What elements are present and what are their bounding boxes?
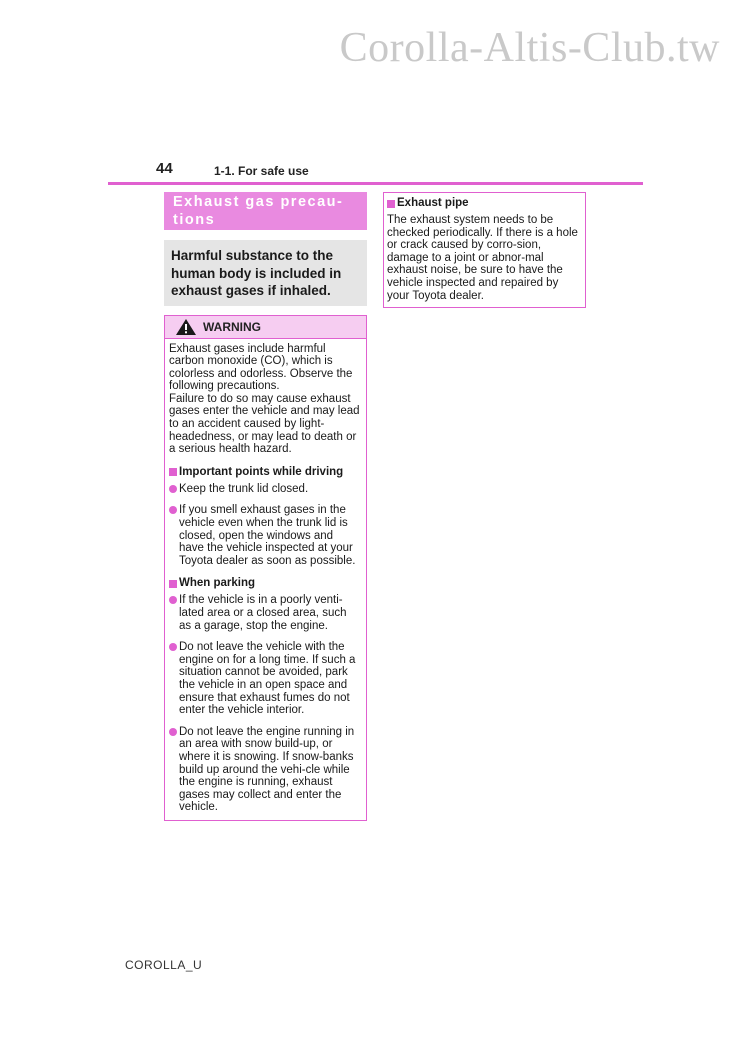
right-column xyxy=(383,192,586,308)
summary-text: Harmful substance to the human body is included in exhaust gases if inhaled. xyxy=(171,248,342,298)
left-column xyxy=(164,192,367,821)
footer-model-code: COROLLA_U xyxy=(125,958,203,972)
subheading-driving xyxy=(169,466,360,479)
round-bullet-icon xyxy=(169,643,177,651)
subheading-driving-text: Important points while driving xyxy=(179,465,344,478)
subheading-exhaust-pipe xyxy=(387,197,581,210)
section-reference: 1-1. For safe use xyxy=(214,164,309,178)
list-item xyxy=(169,594,360,632)
list-item-text: Do not leave the vehicle with the engine on for a long time. If such a situation cannot be avoided, park the vehicle in an open space and ensure that exhaust fumes do not enter the vehicle interior. xyxy=(179,641,356,717)
list-item xyxy=(169,641,360,717)
summary-box xyxy=(164,240,367,306)
square-bullet-icon xyxy=(169,468,177,476)
list-item xyxy=(169,726,360,814)
warning-label: WARNING xyxy=(203,319,261,334)
square-bullet-icon xyxy=(169,580,177,588)
list-item xyxy=(169,483,360,496)
list-item-text: Do not leave the engine running in an area with snow build-up, or where it is snowing. If snow-banks build up around the vehi-cle while the engine is running, exhaust gases may collect and enter the vehicle. xyxy=(179,725,355,814)
subheading-exhaust-pipe-text: Exhaust pipe xyxy=(397,197,469,209)
warning-intro: Exhaust gases include harmful carbon monoxide (CO), which is colorless and odorless. Observe the following precautions. xyxy=(169,342,353,393)
list-item-text: Keep the trunk lid closed. xyxy=(179,482,309,495)
round-bullet-icon xyxy=(169,506,177,514)
subheading-parking-text: When parking xyxy=(179,577,256,590)
list-item xyxy=(169,504,360,567)
list-item-text: If you smell exhaust gases in the vehicle even when the trunk lid is closed, open the windows and have the vehicle inspected at your Toyota dealer as soon as possible. xyxy=(179,504,356,567)
warning-box xyxy=(164,315,367,821)
warning-triangle-icon xyxy=(175,318,197,336)
watermark: Corolla-Altis-Club.tw xyxy=(339,25,720,71)
round-bullet-icon xyxy=(169,485,177,493)
exhaust-pipe-body: The exhaust system needs to be checked periodically. If there is a hole or crack caused by corro-sion, damage to a joint or abnor-mal exhaust noise, be sure to have the vehicle inspected and repaired by your Toyota dealer. xyxy=(387,214,578,302)
section-title-text: Exhaust gas precau- tions xyxy=(173,194,344,228)
exhaust-pipe-box xyxy=(383,192,586,308)
warning-header xyxy=(165,316,366,339)
square-bullet-icon xyxy=(387,200,395,208)
header-rule xyxy=(108,182,643,185)
subheading-parking xyxy=(169,577,360,590)
section-title xyxy=(164,192,367,230)
round-bullet-icon xyxy=(169,728,177,736)
warning-consequence: Failure to do so may cause exhaust gases enter the vehicle and may lead to an accident caused by light-headedness, or may lead to death or a serious health hazard. xyxy=(169,392,360,456)
list-item-text: If the vehicle is in a poorly venti-lated area or a closed area, such as a garage, stop the engine. xyxy=(179,594,347,632)
page-number: 44 xyxy=(156,160,173,177)
round-bullet-icon xyxy=(169,596,177,604)
warning-body xyxy=(165,339,366,820)
